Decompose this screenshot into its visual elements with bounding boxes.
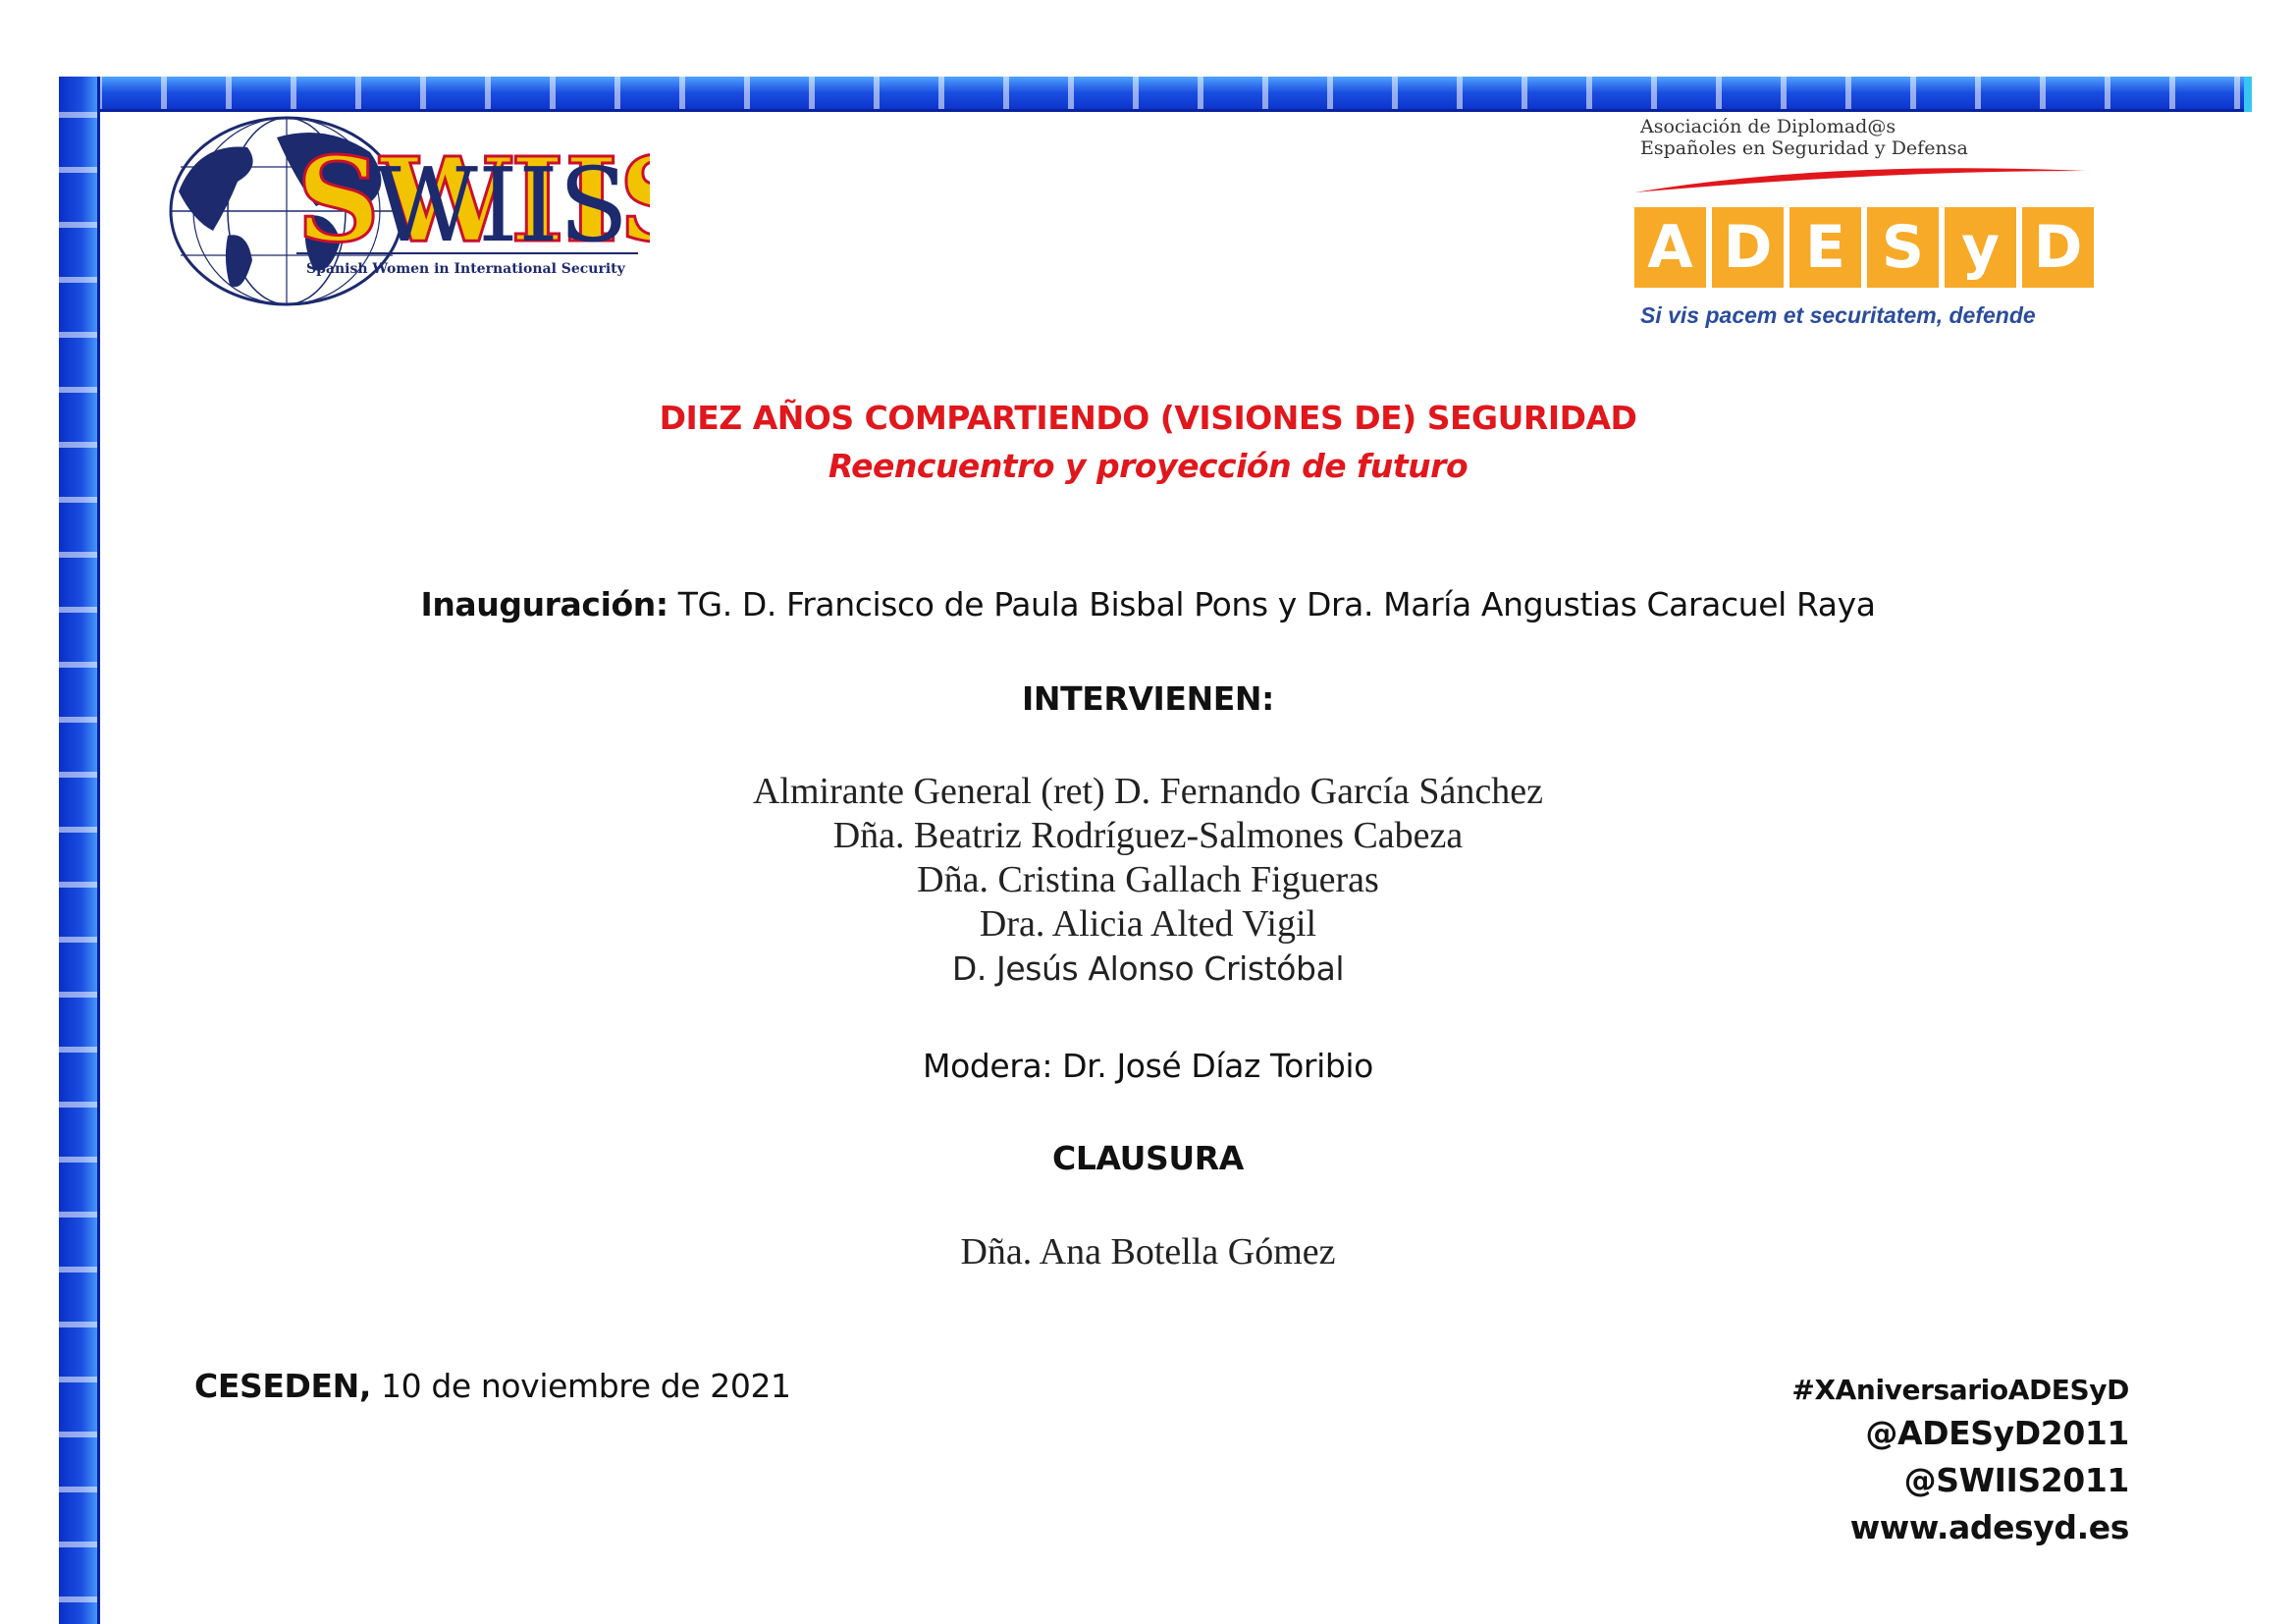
swoosh-icon (1634, 165, 2091, 194)
event-title: DIEZ AÑOS COMPARTIENDO (VISIONES DE) SEGURIDAD (659, 399, 1637, 437)
venue-date (194, 1367, 791, 1405)
adesyd-association-name: Asociación de Diplomad@s Españoles en Seguridad y Defensa (1640, 116, 1968, 159)
decorative-border-top (59, 77, 2244, 112)
closing-speaker: Dña. Ana Botella Gómez (960, 1231, 1336, 1272)
adesyd-motto: Si vis pacem et securitatem, defende (1640, 302, 2036, 328)
venue-name: CESEDEN, (194, 1367, 371, 1405)
adesyd-letter: D (2022, 207, 2094, 288)
svg-text:Spanish Women in International: Spanish Women in International Security (306, 261, 625, 277)
moderator-line: Modera: Dr. José Díaz Toribio (923, 1047, 1373, 1085)
adesyd-letter: D (1712, 207, 1784, 288)
speaker-item: Dña. Cristina Gallach Figueras (917, 859, 1379, 900)
speaker-item: Dña. Beatriz Rodríguez-Salmones Cabeza (832, 815, 1464, 856)
website-link[interactable]: www.adesyd.es (1849, 1508, 2129, 1546)
adesyd-letter: A (1634, 207, 1706, 288)
speakers-list (0, 770, 2296, 991)
adesyd-logo (1634, 116, 2096, 342)
inauguration-speakers: TG. D. Francisco de Paula Bisbal Pons y Dra. María Angustias Caracuel Raya (667, 585, 1876, 623)
inauguration-line (0, 585, 2296, 623)
swiis-logo (169, 113, 650, 309)
svg-text:WIIS: WIIS (373, 145, 629, 265)
speakers-heading: INTERVIENEN: (1022, 679, 1274, 718)
closing-heading: CLAUSURA (1052, 1139, 1244, 1177)
adesyd-letter: E (1789, 207, 1861, 288)
hashtag: #XAniversarioADESyD (1791, 1374, 2129, 1406)
event-date: 10 de noviembre de 2021 (370, 1367, 791, 1405)
twitter-handle-adesyd: @ADESyD2011 (1865, 1414, 2129, 1452)
social-handles (1791, 1371, 2129, 1551)
twitter-handle-swiis: @SWIIS2011 (1903, 1461, 2129, 1499)
globe-icon (169, 113, 650, 309)
adesyd-letter: S (1867, 207, 1939, 288)
event-subtitle: Reencuentro y proyección de futuro (828, 447, 1468, 485)
svg-text:SWIIS: SWII (296, 132, 619, 268)
adesyd-letter: y (1945, 207, 2016, 288)
speaker-item: Almirante General (ret) D. Fernando García Sánchez (752, 771, 1543, 812)
adesyd-letters (1634, 207, 2094, 288)
speaker-item: Dra. Alicia Alted Vigil (979, 903, 1317, 945)
inauguration-label: Inauguración: (420, 585, 668, 623)
speaker-item: D. Jesús Alonso Cristóbal (951, 949, 1345, 988)
